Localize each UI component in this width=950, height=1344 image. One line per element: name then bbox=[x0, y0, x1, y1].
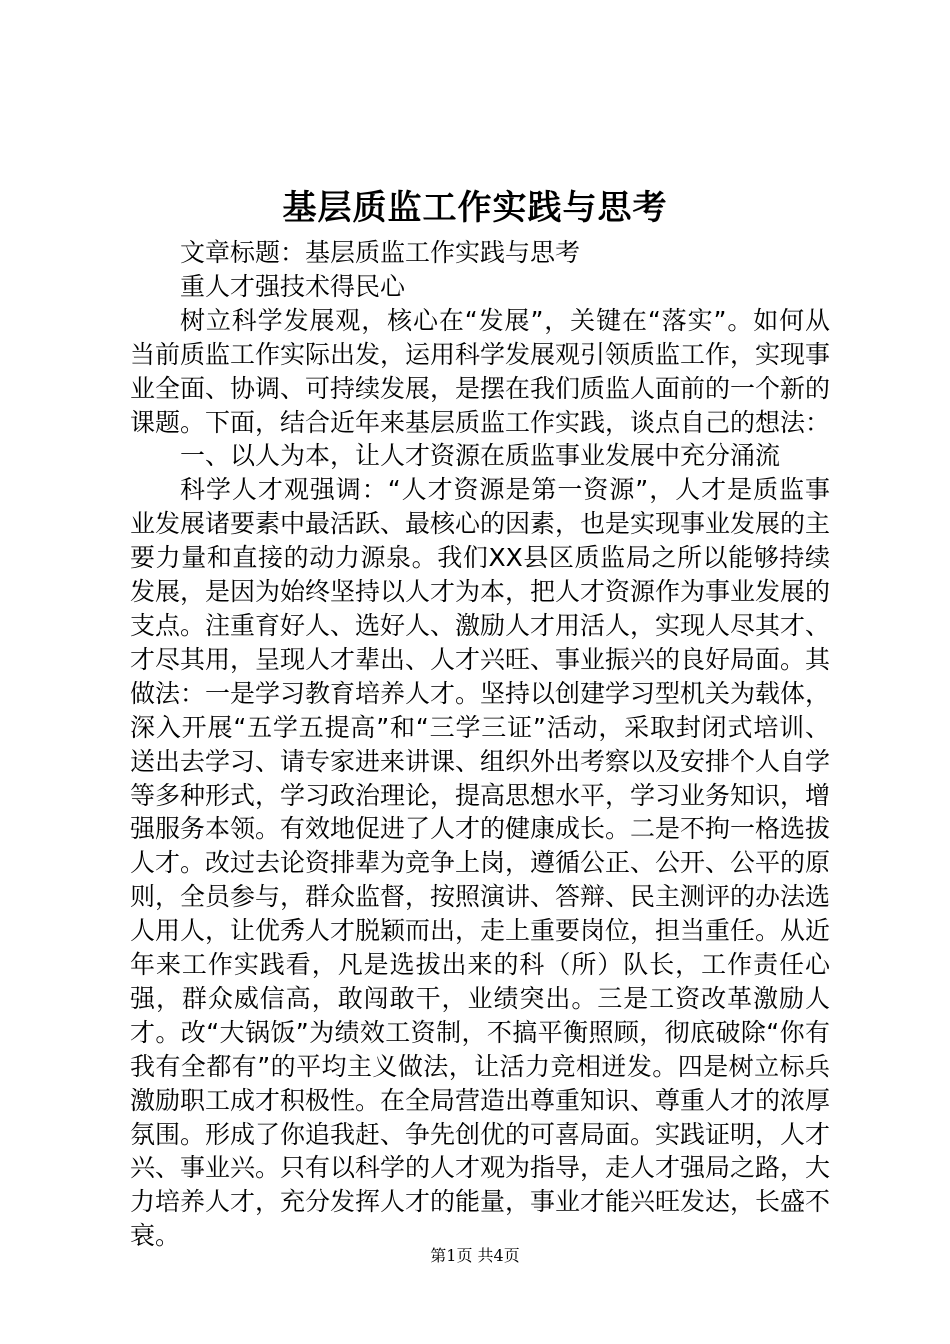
paragraph-article-title: 文章标题：基层质监工作实践与思考 bbox=[180, 238, 581, 267]
document-title: 基层质监工作实践与思考 bbox=[282, 188, 668, 228]
paragraph-section-1: 科学人才观强调：“人才资源是第一资源”，人才是质监事业发展诸要素中最活跃、最核心的因素，也是实现事业发展的主要力量和直接的动力源泉。我们XX县区质监局之所以能够持续发展，是因为始终坚持以人才为本，把人才资源作为事业发展的支点。注重育好人、选好人、激励人才用活人，实现人尽其才、才尽其用，呈现人才辈出、人才兴旺、事业振兴的良好局面。其做法：一是学习教育培养人才。坚持以创建学习型机关为载体，深入开展“五学五提高”和“三学三证”活动，采取封闭式培训、送出去学习、请专家进来讲课、组织外出考察以及安排个人自学等多种形式，学习政治理论，提高思想水平，学习业务知识，增强服务本领。有效地促进了人才的健康成长。二是不拘一格选拔人才。改过去论资排辈为竞争上岗，遵循公正、公开、公平的原则，全员参与，群众监督，按照演讲、答辩、民主测评的办法选人用人，让优秀人才脱颖而出，走上重要岗位，担当重任。从近年来工作实践看，凡是选拔出来的科（所）队长，工作责任心强，群众威信高，敢闯敢干，业绩突出。三是工资改革激励人才。改“大锅饭”为绩效工资制，不搞平衡照顾，彻底破除“你有我有全都有”的平均主义做法，让活力竞相迸发。四是树立标兵激励职工成才积极性。在全局营造出尊重知识、尊重人才的浓厚氛围。形成了你追我赶、争先创优的可喜局面。实践证明，人才兴、事业兴。只有以科学的人才观为指导，走人才强局之路，大力培养人才，充分发挥人才的能量，事业才能兴旺发达，长盛不衰。 bbox=[130, 475, 831, 1251]
section-heading-1: 一、以人为本，让人才资源在质监事业发展中充分涌流 bbox=[180, 441, 781, 471]
paragraph-subtitle: 重人才强技术得民心 bbox=[180, 271, 406, 301]
document-body bbox=[130, 236, 830, 1253]
page-number-footer: 第1页 共4页 bbox=[430, 1246, 520, 1265]
paragraph-intro: 树立科学发展观，核心在“发展”，关键在“落实”。如何从当前质监工作实际出发，运用科学发展观引领质监工作，实现事业全面、协调、可持续发展，是摆在我们质监人面前的一个新的课题。下面，结合近年来基层质监工作实践，谈点自己的想法： bbox=[130, 305, 831, 437]
